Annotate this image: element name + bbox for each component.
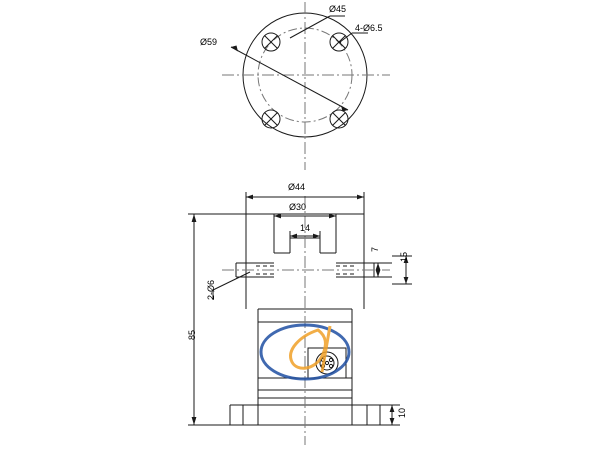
- dim-label-d30: Ø30: [289, 202, 307, 212]
- dim-label-4-holes: 4-Ø6.5: [355, 23, 383, 33]
- dim-label-d44: Ø44: [288, 182, 306, 192]
- dim-label-2-holes: 2-Ø6: [206, 279, 216, 300]
- dim-label-14: 14: [300, 223, 311, 233]
- dim-label-85: 85: [187, 329, 197, 340]
- dim-label-7: 7: [370, 246, 380, 252]
- dim-label-d45: Ø45: [329, 4, 347, 14]
- front-view-group: [222, 196, 390, 445]
- dim-label-10: 10: [397, 407, 407, 418]
- dim-label-d59: Ø59: [200, 37, 218, 47]
- leader-d45: [290, 16, 345, 38]
- connector-detail: [308, 348, 346, 378]
- dim-label-15: 15: [399, 251, 409, 262]
